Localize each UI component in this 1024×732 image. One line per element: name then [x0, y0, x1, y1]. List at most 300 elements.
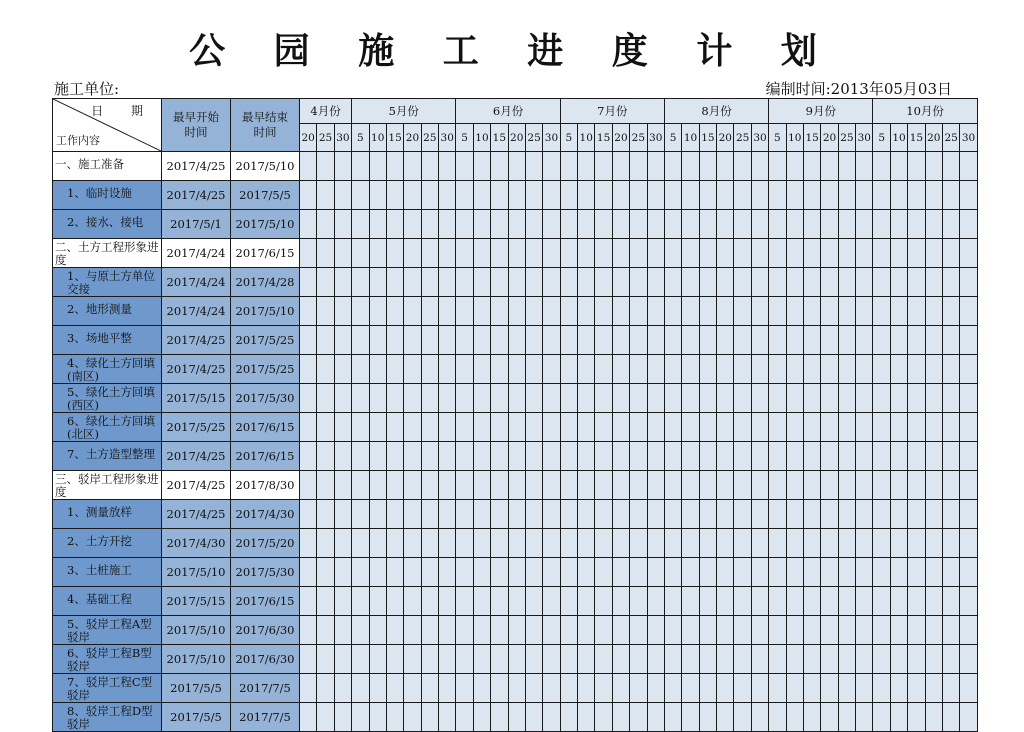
grid-cell[interactable]: [821, 384, 838, 413]
grid-cell[interactable]: [352, 268, 369, 297]
grid-cell[interactable]: [456, 297, 473, 326]
grid-cell[interactable]: [960, 239, 977, 268]
grid-cell[interactable]: [404, 239, 421, 268]
grid-cell[interactable]: [543, 703, 560, 732]
grid-cell[interactable]: [838, 616, 855, 645]
grid-cell[interactable]: [473, 529, 490, 558]
grid-cell[interactable]: [717, 413, 734, 442]
grid-cell[interactable]: [717, 500, 734, 529]
grid-cell[interactable]: [525, 239, 542, 268]
grid-cell[interactable]: [960, 500, 977, 529]
grid-cell[interactable]: [890, 558, 907, 587]
grid-cell[interactable]: [404, 587, 421, 616]
grid-cell[interactable]: [925, 239, 942, 268]
grid-cell[interactable]: [717, 210, 734, 239]
grid-cell[interactable]: [578, 529, 595, 558]
grid-cell[interactable]: [734, 210, 751, 239]
grid-cell[interactable]: [525, 152, 542, 181]
grid-cell[interactable]: [334, 181, 351, 210]
grid-cell[interactable]: [543, 268, 560, 297]
grid-cell[interactable]: [491, 703, 508, 732]
grid-cell[interactable]: [317, 210, 334, 239]
grid-cell[interactable]: [612, 558, 629, 587]
grid-cell[interactable]: [595, 558, 612, 587]
grid-cell[interactable]: [386, 442, 403, 471]
grid-cell[interactable]: [925, 326, 942, 355]
grid-cell[interactable]: [769, 413, 786, 442]
grid-cell[interactable]: [873, 703, 890, 732]
grid-cell[interactable]: [439, 210, 456, 239]
grid-cell[interactable]: [491, 210, 508, 239]
grid-cell[interactable]: [769, 326, 786, 355]
grid-cell[interactable]: [300, 413, 317, 442]
grid-cell[interactable]: [717, 297, 734, 326]
grid-cell[interactable]: [734, 674, 751, 703]
grid-cell[interactable]: [856, 471, 873, 500]
grid-cell[interactable]: [664, 268, 681, 297]
grid-cell[interactable]: [386, 558, 403, 587]
grid-cell[interactable]: [769, 355, 786, 384]
grid-cell[interactable]: [890, 674, 907, 703]
grid-cell[interactable]: [856, 268, 873, 297]
grid-cell[interactable]: [769, 587, 786, 616]
grid-cell[interactable]: [908, 384, 925, 413]
grid-cell[interactable]: [334, 558, 351, 587]
grid-cell[interactable]: [890, 297, 907, 326]
grid-cell[interactable]: [942, 413, 959, 442]
grid-cell[interactable]: [821, 587, 838, 616]
grid-cell[interactable]: [682, 355, 699, 384]
grid-cell[interactable]: [352, 558, 369, 587]
grid-cell[interactable]: [786, 181, 803, 210]
grid-cell[interactable]: [803, 703, 820, 732]
grid-cell[interactable]: [786, 442, 803, 471]
grid-cell[interactable]: [873, 152, 890, 181]
grid-cell[interactable]: [560, 587, 577, 616]
grid-cell[interactable]: [473, 413, 490, 442]
grid-cell[interactable]: [942, 355, 959, 384]
grid-cell[interactable]: [491, 181, 508, 210]
grid-cell[interactable]: [439, 500, 456, 529]
grid-cell[interactable]: [369, 616, 386, 645]
grid-cell[interactable]: [473, 297, 490, 326]
grid-cell[interactable]: [612, 413, 629, 442]
grid-cell[interactable]: [560, 210, 577, 239]
grid-cell[interactable]: [300, 384, 317, 413]
grid-cell[interactable]: [734, 529, 751, 558]
grid-cell[interactable]: [873, 181, 890, 210]
grid-cell[interactable]: [838, 703, 855, 732]
grid-cell[interactable]: [421, 326, 438, 355]
grid-cell[interactable]: [821, 529, 838, 558]
grid-cell[interactable]: [578, 703, 595, 732]
grid-cell[interactable]: [508, 529, 525, 558]
grid-cell[interactable]: [942, 616, 959, 645]
grid-cell[interactable]: [890, 239, 907, 268]
grid-cell[interactable]: [942, 471, 959, 500]
grid-cell[interactable]: [456, 471, 473, 500]
grid-cell[interactable]: [578, 355, 595, 384]
grid-cell[interactable]: [421, 587, 438, 616]
grid-cell[interactable]: [456, 587, 473, 616]
grid-cell[interactable]: [647, 674, 664, 703]
grid-cell[interactable]: [578, 500, 595, 529]
grid-cell[interactable]: [873, 239, 890, 268]
grid-cell[interactable]: [908, 703, 925, 732]
grid-cell[interactable]: [942, 268, 959, 297]
grid-cell[interactable]: [925, 471, 942, 500]
grid-cell[interactable]: [717, 645, 734, 674]
grid-cell[interactable]: [473, 500, 490, 529]
grid-cell[interactable]: [421, 152, 438, 181]
grid-cell[interactable]: [612, 703, 629, 732]
grid-cell[interactable]: [856, 413, 873, 442]
grid-cell[interactable]: [630, 558, 647, 587]
grid-cell[interactable]: [456, 529, 473, 558]
grid-cell[interactable]: [734, 587, 751, 616]
grid-cell[interactable]: [717, 355, 734, 384]
grid-cell[interactable]: [647, 471, 664, 500]
grid-cell[interactable]: [508, 587, 525, 616]
grid-cell[interactable]: [908, 152, 925, 181]
grid-cell[interactable]: [334, 384, 351, 413]
grid-cell[interactable]: [525, 355, 542, 384]
grid-cell[interactable]: [803, 413, 820, 442]
grid-cell[interactable]: [960, 384, 977, 413]
grid-cell[interactable]: [369, 471, 386, 500]
grid-cell[interactable]: [717, 326, 734, 355]
grid-cell[interactable]: [421, 674, 438, 703]
grid-cell[interactable]: [856, 703, 873, 732]
grid-cell[interactable]: [734, 384, 751, 413]
grid-cell[interactable]: [560, 616, 577, 645]
grid-cell[interactable]: [664, 181, 681, 210]
grid-cell[interactable]: [560, 239, 577, 268]
grid-cell[interactable]: [352, 616, 369, 645]
grid-cell[interactable]: [456, 181, 473, 210]
grid-cell[interactable]: [960, 442, 977, 471]
grid-cell[interactable]: [386, 384, 403, 413]
grid-cell[interactable]: [873, 210, 890, 239]
grid-cell[interactable]: [803, 500, 820, 529]
grid-cell[interactable]: [404, 442, 421, 471]
grid-cell[interactable]: [873, 326, 890, 355]
grid-cell[interactable]: [525, 384, 542, 413]
grid-cell[interactable]: [300, 616, 317, 645]
grid-cell[interactable]: [334, 500, 351, 529]
grid-cell[interactable]: [578, 413, 595, 442]
grid-cell[interactable]: [543, 674, 560, 703]
grid-cell[interactable]: [873, 471, 890, 500]
grid-cell[interactable]: [890, 210, 907, 239]
grid-cell[interactable]: [630, 297, 647, 326]
grid-cell[interactable]: [751, 297, 768, 326]
grid-cell[interactable]: [439, 181, 456, 210]
grid-cell[interactable]: [856, 645, 873, 674]
grid-cell[interactable]: [786, 645, 803, 674]
grid-cell[interactable]: [821, 239, 838, 268]
grid-cell[interactable]: [525, 471, 542, 500]
grid-cell[interactable]: [942, 703, 959, 732]
grid-cell[interactable]: [664, 703, 681, 732]
grid-cell[interactable]: [682, 326, 699, 355]
grid-cell[interactable]: [890, 152, 907, 181]
grid-cell[interactable]: [421, 616, 438, 645]
grid-cell[interactable]: [751, 616, 768, 645]
grid-cell[interactable]: [699, 355, 716, 384]
grid-cell[interactable]: [890, 471, 907, 500]
grid-cell[interactable]: [369, 239, 386, 268]
grid-cell[interactable]: [803, 616, 820, 645]
grid-cell[interactable]: [612, 326, 629, 355]
grid-cell[interactable]: [960, 181, 977, 210]
grid-cell[interactable]: [699, 703, 716, 732]
grid-cell[interactable]: [873, 616, 890, 645]
grid-cell[interactable]: [734, 181, 751, 210]
grid-cell[interactable]: [803, 471, 820, 500]
grid-cell[interactable]: [508, 674, 525, 703]
grid-cell[interactable]: [456, 355, 473, 384]
grid-cell[interactable]: [873, 442, 890, 471]
grid-cell[interactable]: [838, 152, 855, 181]
grid-cell[interactable]: [734, 152, 751, 181]
grid-cell[interactable]: [491, 674, 508, 703]
grid-cell[interactable]: [456, 500, 473, 529]
grid-cell[interactable]: [612, 268, 629, 297]
grid-cell[interactable]: [803, 645, 820, 674]
grid-cell[interactable]: [386, 210, 403, 239]
grid-cell[interactable]: [647, 326, 664, 355]
grid-cell[interactable]: [821, 152, 838, 181]
grid-cell[interactable]: [334, 442, 351, 471]
grid-cell[interactable]: [647, 703, 664, 732]
grid-cell[interactable]: [960, 616, 977, 645]
grid-cell[interactable]: [960, 529, 977, 558]
grid-cell[interactable]: [578, 210, 595, 239]
grid-cell[interactable]: [630, 442, 647, 471]
grid-cell[interactable]: [717, 268, 734, 297]
grid-cell[interactable]: [769, 152, 786, 181]
grid-cell[interactable]: [525, 703, 542, 732]
grid-cell[interactable]: [786, 471, 803, 500]
grid-cell[interactable]: [439, 558, 456, 587]
grid-cell[interactable]: [543, 326, 560, 355]
grid-cell[interactable]: [751, 355, 768, 384]
grid-cell[interactable]: [369, 442, 386, 471]
grid-cell[interactable]: [803, 558, 820, 587]
grid-cell[interactable]: [838, 268, 855, 297]
grid-cell[interactable]: [751, 210, 768, 239]
grid-cell[interactable]: [717, 239, 734, 268]
grid-cell[interactable]: [300, 674, 317, 703]
grid-cell[interactable]: [890, 413, 907, 442]
grid-cell[interactable]: [560, 645, 577, 674]
grid-cell[interactable]: [664, 413, 681, 442]
grid-cell[interactable]: [925, 529, 942, 558]
grid-cell[interactable]: [769, 616, 786, 645]
grid-cell[interactable]: [543, 355, 560, 384]
grid-cell[interactable]: [300, 645, 317, 674]
grid-cell[interactable]: [838, 442, 855, 471]
grid-cell[interactable]: [856, 587, 873, 616]
grid-cell[interactable]: [473, 703, 490, 732]
grid-cell[interactable]: [595, 181, 612, 210]
grid-cell[interactable]: [317, 674, 334, 703]
grid-cell[interactable]: [890, 500, 907, 529]
grid-cell[interactable]: [404, 616, 421, 645]
grid-cell[interactable]: [421, 558, 438, 587]
grid-cell[interactable]: [630, 268, 647, 297]
grid-cell[interactable]: [369, 674, 386, 703]
grid-cell[interactable]: [508, 326, 525, 355]
grid-cell[interactable]: [803, 674, 820, 703]
grid-cell[interactable]: [525, 326, 542, 355]
grid-cell[interactable]: [578, 326, 595, 355]
grid-cell[interactable]: [369, 500, 386, 529]
grid-cell[interactable]: [473, 181, 490, 210]
grid-cell[interactable]: [751, 326, 768, 355]
grid-cell[interactable]: [334, 616, 351, 645]
grid-cell[interactable]: [525, 181, 542, 210]
grid-cell[interactable]: [664, 210, 681, 239]
grid-cell[interactable]: [369, 587, 386, 616]
grid-cell[interactable]: [925, 442, 942, 471]
grid-cell[interactable]: [352, 587, 369, 616]
grid-cell[interactable]: [525, 674, 542, 703]
grid-cell[interactable]: [369, 384, 386, 413]
grid-cell[interactable]: [786, 210, 803, 239]
grid-cell[interactable]: [421, 239, 438, 268]
grid-cell[interactable]: [630, 239, 647, 268]
grid-cell[interactable]: [838, 210, 855, 239]
grid-cell[interactable]: [369, 645, 386, 674]
grid-cell[interactable]: [352, 355, 369, 384]
grid-cell[interactable]: [821, 471, 838, 500]
grid-cell[interactable]: [543, 152, 560, 181]
grid-cell[interactable]: [473, 152, 490, 181]
grid-cell[interactable]: [404, 384, 421, 413]
grid-cell[interactable]: [595, 384, 612, 413]
grid-cell[interactable]: [699, 442, 716, 471]
grid-cell[interactable]: [908, 500, 925, 529]
grid-cell[interactable]: [734, 558, 751, 587]
grid-cell[interactable]: [734, 703, 751, 732]
grid-cell[interactable]: [682, 413, 699, 442]
grid-cell[interactable]: [612, 442, 629, 471]
grid-cell[interactable]: [525, 529, 542, 558]
grid-cell[interactable]: [699, 529, 716, 558]
grid-cell[interactable]: [908, 355, 925, 384]
grid-cell[interactable]: [630, 471, 647, 500]
grid-cell[interactable]: [630, 210, 647, 239]
grid-cell[interactable]: [404, 645, 421, 674]
grid-cell[interactable]: [560, 703, 577, 732]
grid-cell[interactable]: [334, 355, 351, 384]
grid-cell[interactable]: [421, 442, 438, 471]
grid-cell[interactable]: [699, 645, 716, 674]
grid-cell[interactable]: [612, 210, 629, 239]
grid-cell[interactable]: [525, 558, 542, 587]
grid-cell[interactable]: [664, 442, 681, 471]
grid-cell[interactable]: [890, 181, 907, 210]
grid-cell[interactable]: [803, 239, 820, 268]
grid-cell[interactable]: [856, 239, 873, 268]
grid-cell[interactable]: [682, 181, 699, 210]
grid-cell[interactable]: [439, 674, 456, 703]
grid-cell[interactable]: [682, 471, 699, 500]
grid-cell[interactable]: [334, 239, 351, 268]
grid-cell[interactable]: [456, 703, 473, 732]
grid-cell[interactable]: [734, 268, 751, 297]
grid-cell[interactable]: [942, 181, 959, 210]
grid-cell[interactable]: [803, 181, 820, 210]
grid-cell[interactable]: [769, 210, 786, 239]
grid-cell[interactable]: [717, 152, 734, 181]
grid-cell[interactable]: [873, 355, 890, 384]
grid-cell[interactable]: [682, 645, 699, 674]
grid-cell[interactable]: [439, 616, 456, 645]
grid-cell[interactable]: [647, 268, 664, 297]
grid-cell[interactable]: [960, 471, 977, 500]
grid-cell[interactable]: [612, 529, 629, 558]
grid-cell[interactable]: [612, 152, 629, 181]
grid-cell[interactable]: [317, 645, 334, 674]
grid-cell[interactable]: [300, 529, 317, 558]
grid-cell[interactable]: [352, 674, 369, 703]
grid-cell[interactable]: [890, 326, 907, 355]
grid-cell[interactable]: [717, 616, 734, 645]
grid-cell[interactable]: [734, 616, 751, 645]
grid-cell[interactable]: [595, 471, 612, 500]
grid-cell[interactable]: [838, 384, 855, 413]
grid-cell[interactable]: [664, 558, 681, 587]
grid-cell[interactable]: [890, 529, 907, 558]
grid-cell[interactable]: [543, 616, 560, 645]
grid-cell[interactable]: [856, 616, 873, 645]
grid-cell[interactable]: [439, 239, 456, 268]
grid-cell[interactable]: [560, 500, 577, 529]
grid-cell[interactable]: [699, 558, 716, 587]
grid-cell[interactable]: [369, 703, 386, 732]
grid-cell[interactable]: [821, 413, 838, 442]
grid-cell[interactable]: [560, 355, 577, 384]
grid-cell[interactable]: [386, 326, 403, 355]
grid-cell[interactable]: [942, 239, 959, 268]
grid-cell[interactable]: [595, 152, 612, 181]
grid-cell[interactable]: [404, 529, 421, 558]
grid-cell[interactable]: [942, 152, 959, 181]
grid-cell[interactable]: [543, 181, 560, 210]
grid-cell[interactable]: [543, 587, 560, 616]
grid-cell[interactable]: [595, 326, 612, 355]
grid-cell[interactable]: [369, 297, 386, 326]
grid-cell[interactable]: [456, 239, 473, 268]
grid-cell[interactable]: [751, 384, 768, 413]
grid-cell[interactable]: [699, 152, 716, 181]
grid-cell[interactable]: [647, 645, 664, 674]
grid-cell[interactable]: [508, 239, 525, 268]
grid-cell[interactable]: [821, 500, 838, 529]
grid-cell[interactable]: [369, 529, 386, 558]
grid-cell[interactable]: [838, 645, 855, 674]
grid-cell[interactable]: [439, 529, 456, 558]
grid-cell[interactable]: [699, 587, 716, 616]
grid-cell[interactable]: [334, 413, 351, 442]
grid-cell[interactable]: [856, 297, 873, 326]
grid-cell[interactable]: [369, 210, 386, 239]
grid-cell[interactable]: [942, 529, 959, 558]
grid-cell[interactable]: [960, 268, 977, 297]
